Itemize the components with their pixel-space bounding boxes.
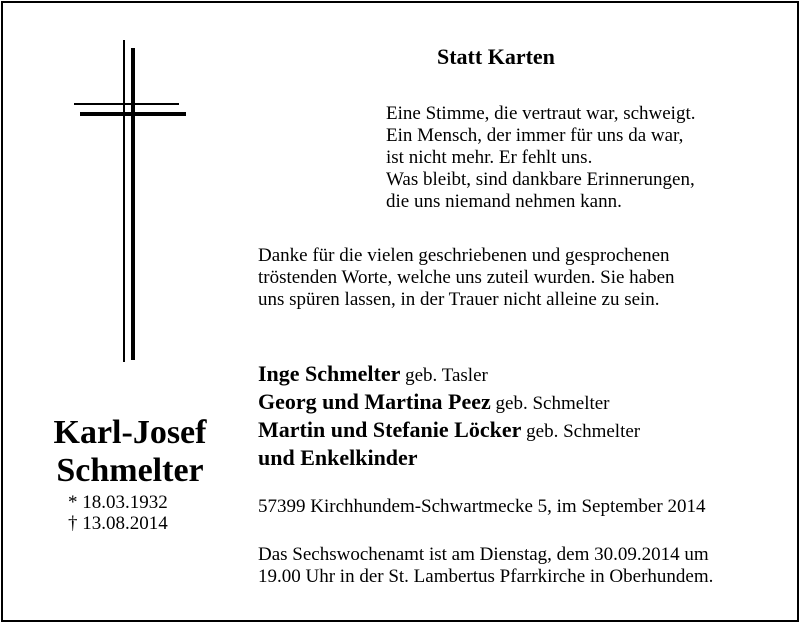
heading: Statt Karten — [437, 44, 555, 69]
death-date: † 13.08.2014 — [68, 513, 168, 534]
cross-vertical-thin — [123, 40, 125, 362]
poem-line: Ein Mensch, der immer für uns da war, — [386, 125, 684, 146]
family-member-note: geb. Tasler — [405, 365, 488, 386]
poem-line: Eine Stimme, die vertraut war, schweigt. — [386, 103, 696, 124]
cross-horizontal-thin — [74, 103, 179, 105]
family-list — [258, 361, 640, 473]
family-member — [258, 361, 640, 389]
family-member — [258, 417, 640, 445]
family-member-name: Inge Schmelter — [258, 361, 401, 386]
family-member — [258, 445, 640, 473]
deceased-last-name: Schmelter — [56, 452, 204, 489]
family-member-name: Georg und Martina Peez — [258, 389, 491, 414]
cross-horizontal-thick — [80, 112, 186, 116]
poem — [386, 103, 695, 213]
family-member — [258, 389, 640, 417]
family-member-name: und Enkelkinder — [258, 445, 418, 470]
family-member-note: geb. Schmelter — [526, 421, 641, 442]
thanks-line: tröstenden Worte, welche uns zuteil wurden. Sie haben — [258, 267, 675, 288]
thanks-line: uns spüren lassen, in der Trauer nicht alleine zu sein. — [258, 289, 660, 310]
thanks-text — [258, 245, 675, 311]
notice-line: Das Sechswochenamt ist am Dienstag, dem 30.09.2014 um — [258, 544, 709, 565]
location-date: 57399 Kirchhundem-Schwartmecke 5, im September 2014 — [258, 496, 706, 517]
family-member-name: Martin und Stefanie Löcker — [258, 417, 522, 442]
family-member-note: geb. Schmelter — [495, 393, 610, 414]
notice-line: 19.00 Uhr in der St. Lambertus Pfarrkirche in Oberhundem. — [258, 566, 714, 587]
birth-date: * 18.03.1932 — [68, 492, 168, 513]
service-notice — [258, 544, 713, 588]
poem-line: Was bleibt, sind dankbare Erinnerungen, — [386, 169, 695, 190]
poem-line: die uns niemand nehmen kann. — [386, 191, 622, 212]
cross-vertical-thick — [131, 48, 135, 360]
thanks-line: Danke für die vielen geschriebenen und gesprochenen — [258, 245, 670, 266]
poem-line: ist nicht mehr. Er fehlt uns. — [386, 147, 593, 168]
deceased-first-name: Karl-Josef — [53, 414, 207, 451]
